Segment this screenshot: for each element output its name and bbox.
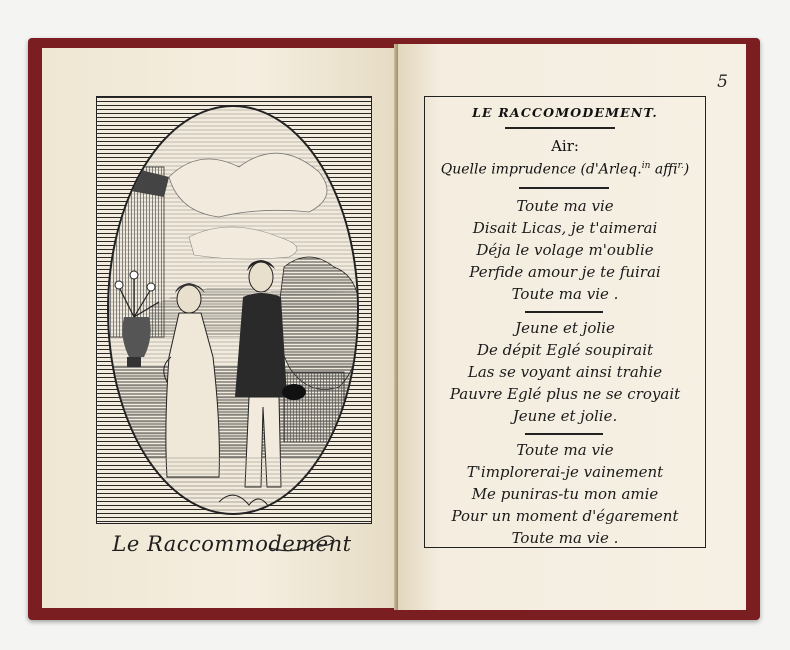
stanza-2-line-2: De dépit Eglé soupirait — [476, 341, 654, 359]
tune-main: Quelle imprudence (d'Arleq. — [440, 161, 642, 178]
stanza-2-line-3: Las se voyant ainsi trahie — [467, 363, 663, 381]
tune-line — [425, 161, 705, 178]
stanza-3-line-4: Pour un moment d'égarement — [451, 507, 679, 525]
stanza-1-line-2: Disait Licas, je t'aimerai — [472, 219, 658, 237]
air-rule — [519, 187, 609, 189]
right-page — [398, 44, 746, 610]
engraving-illustration — [109, 107, 359, 515]
stanza-3-line-1: Toute ma vie — [516, 441, 614, 459]
song-title: LE RACCOMODEMENT. — [472, 105, 658, 120]
caption-flourish — [268, 526, 338, 556]
stanza-1-line-4: Perfide amour je te fuirai — [469, 263, 661, 281]
stanza-divider-2 — [525, 433, 603, 435]
stanza-2-line-5: Jeune et jolie. — [512, 407, 618, 425]
engraving-oval — [107, 105, 359, 515]
stanza-1-line-1: Toute ma vie — [516, 197, 614, 215]
page-number: 5 — [717, 72, 728, 92]
stanza-3-line-3: Me puniras-tu mon amie — [471, 485, 659, 503]
engraving-caption: Le Raccommodement — [112, 532, 352, 556]
tune-mid: affi — [650, 161, 678, 178]
stanza-1-line-5: Toute ma vie . — [511, 285, 619, 303]
air-label: Air: — [551, 137, 579, 155]
stanza-2-line-1: Jeune et jolie — [515, 319, 615, 337]
stanza-1-line-3: Déja le volage m'oublie — [476, 241, 654, 259]
tune-end: ) — [683, 161, 690, 178]
stanza-3-line-5: Toute ma vie . — [511, 529, 619, 547]
tune-sup-2: r. — [677, 161, 684, 171]
tune-sup-1: in — [641, 161, 651, 171]
engraving-frame — [96, 96, 372, 524]
song-box — [424, 96, 706, 548]
left-page — [42, 48, 396, 608]
stanza-3-line-2: T'implorerai-je vainement — [466, 463, 664, 481]
stanza-2-line-4: Pauvre Eglé plus ne se croyait — [449, 385, 681, 403]
stanza-divider-1 — [525, 311, 603, 313]
title-rule — [505, 127, 615, 129]
